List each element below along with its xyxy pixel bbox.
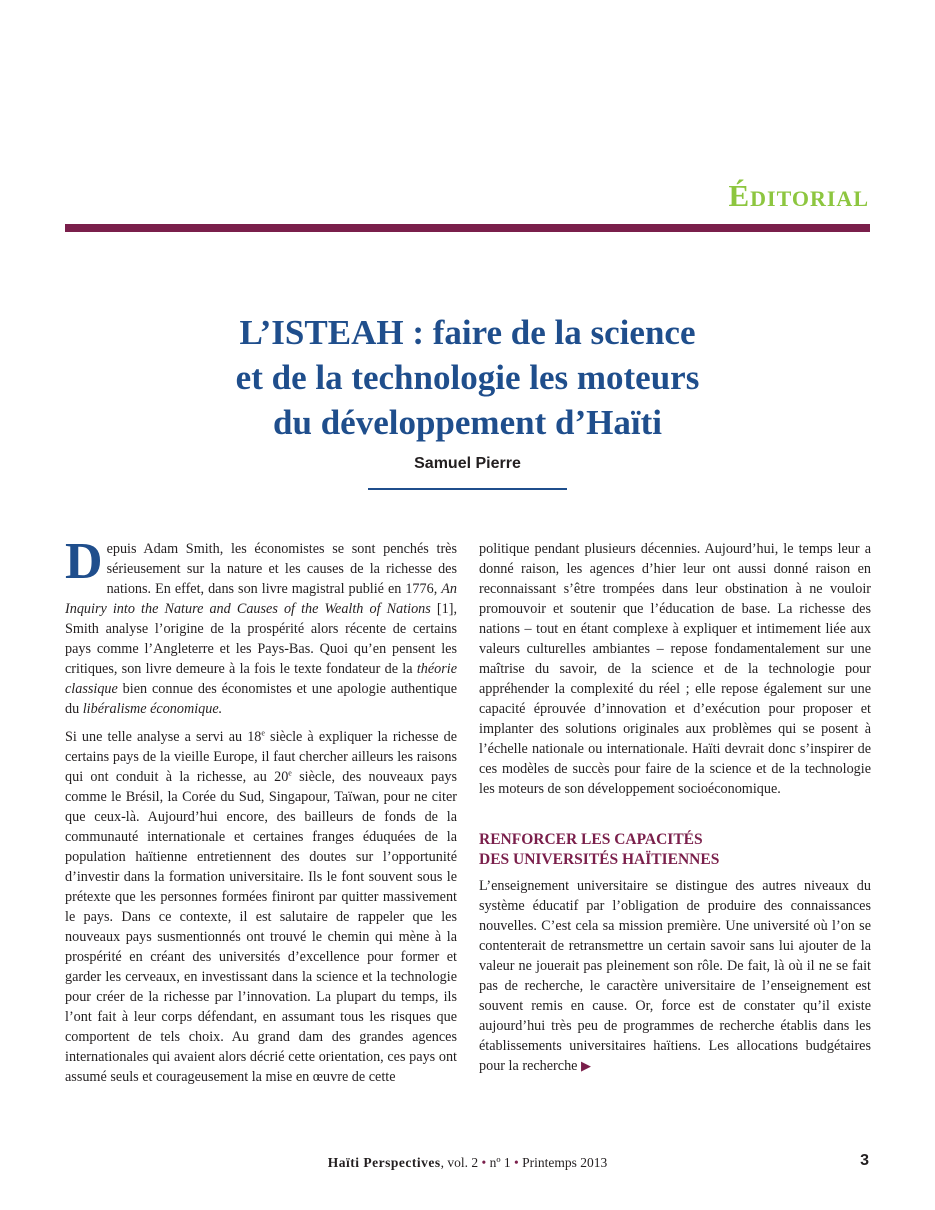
text: siècle, des nouveaux pays comme le Brésil, la Corée du Sud, Singapour, Taïwan, pour ne citer que ceux-là. Aujourd’hui encore, des bailleurs de fonds de la communauté internationale et certaines franges éduquées de la population haïtienne entretiennent des doutes sur l’opportunité d’investir dans la formation universitaire. Ils le font souvent sous le prétexte que les personnes formées finiront par quitter massivement le pays. Dans ce contexte, il est salutaire de rappeler que les nouveaux pays susmentionnés ont trouvé le chemin qui mène à la prospérité en créant des universités d’excellence pour former et garder les cerveaux, en investissant dans la science et la technologie pour créer de la richesse par l’innovation. La plupart du temps, ils l’ont fait à leur corps défendant, en assumant tous les risques que comportent de tels choix. Au grand dam des grandes agences internationales qui avaient alors décrié cette orientation, ces pays ont assumé seuls et courageusement la mise en œuvre de cette: [65, 769, 457, 1085]
term: théorie classique: [65, 661, 457, 697]
text: bien connue des économistes et une apologie authentique du: [65, 681, 457, 717]
text: epuis Adam Smith, les économistes se sont penchés très sérieusement sur la nature et les causes de la richesse des nations. En effet, dans son livre magistral publié en 1776,: [106, 541, 457, 597]
author-rule: [368, 488, 567, 490]
header-rule: [65, 224, 870, 232]
superscript: e: [261, 728, 265, 738]
column-right: [479, 539, 871, 1076]
section-label: Éditorial: [728, 178, 869, 213]
continue-arrow-icon: ▶: [581, 1058, 592, 1073]
article-title: [0, 310, 935, 445]
title-line: du développement d’Haïti: [273, 403, 662, 442]
paragraph: [65, 727, 457, 1087]
text: siècle à expliquer la richesse de certains pays de la vieille Europe, il faut chercher ailleurs les raisons qui ont conduit à la richesse, au 20: [65, 729, 458, 785]
page-number: 3: [860, 1152, 869, 1169]
paragraph: [65, 533, 457, 719]
footer-text: nº 1: [486, 1155, 515, 1170]
heading-line: RENFORCER LES CAPACITÉS: [479, 831, 703, 848]
footer-text: , vol. 2: [440, 1155, 482, 1170]
superscript: e: [288, 768, 292, 778]
text: L’enseignement universitaire se distingue des autres niveaux du système éducatif par l’obligation de produire des connaissances nouvelles. C’est cela sa mission première. Une université où l’on se contenterait de retransmettre un certain savoir sans lui ajouter de la valeur ne jouerait pas pleinement son rôle. De fait, là où il ne se fait pas de recherche, le caractère universitaire de l’enseignement est souvent remis en cause. Or, force est de constater qu’il existe aujourd’hui très peu de programmes de recherche établis dans les établissements universitaires haïtiens. Les allocations budgétaires pour la recherche: [479, 878, 871, 1074]
bullet-separator: •: [514, 1155, 519, 1170]
journal-name: Haïti Perspectives: [327, 1155, 441, 1170]
running-footer: [0, 1155, 935, 1171]
section-heading: [479, 830, 871, 870]
text: [1], Smith analyse l’origine de la prospérité alors récente de certains pays comme l’Angleterre et les Pays-Bas. Quoi qu’en pensent les critiques, son livre demeure à la fois le texte fondateur de la: [65, 601, 457, 677]
term: libéralisme économique.: [82, 701, 223, 717]
paragraph: [479, 876, 871, 1076]
footer-text: Printemps 2013: [518, 1155, 608, 1170]
drop-cap: D: [65, 533, 103, 590]
paragraph: politique pendant plusieurs décennies. Aujourd’hui, le temps leur a donné raison, les agences d’hier leur ont aussi donné raison en reconnaissant s’être trompées dans leur obstination à ne vouloir promouvoir et soutenir que l’éducation de base. La richesse des nations – tout en étant complexe à expliquer et intimement liée aux valeurs culturelles ambiantes – repose fondamentalement sur une maîtrise du savoir, de la science et de la technologie pour appréhender la complexité du réel ; elle repose également sur une capacité éprouvée d’innovation et d’exécution pour proposer et implanter des solutions originales aux problèmes qui se posent à l’échelle nationale ou internationale. Haïti devrait donc s’inspirer de ces modèles de succès pour faire de la science et de la technologie les moteurs de son développement socioéconomique.: [479, 541, 871, 797]
title-line: et de la technologie les moteurs: [235, 358, 700, 397]
column-left: [65, 533, 458, 1087]
heading-line: DES UNIVERSITÉS HAÏTIENNES: [479, 851, 720, 868]
title-line: L’ISTEAH : faire de la science: [239, 313, 696, 352]
bullet-separator: •: [481, 1155, 487, 1170]
book-title: An Inquiry into the Nature and Causes of the Wealth of Nations: [65, 581, 457, 617]
text: Si une telle analyse a servi au 18: [65, 729, 262, 745]
author-name: Samuel Pierre: [414, 455, 521, 472]
